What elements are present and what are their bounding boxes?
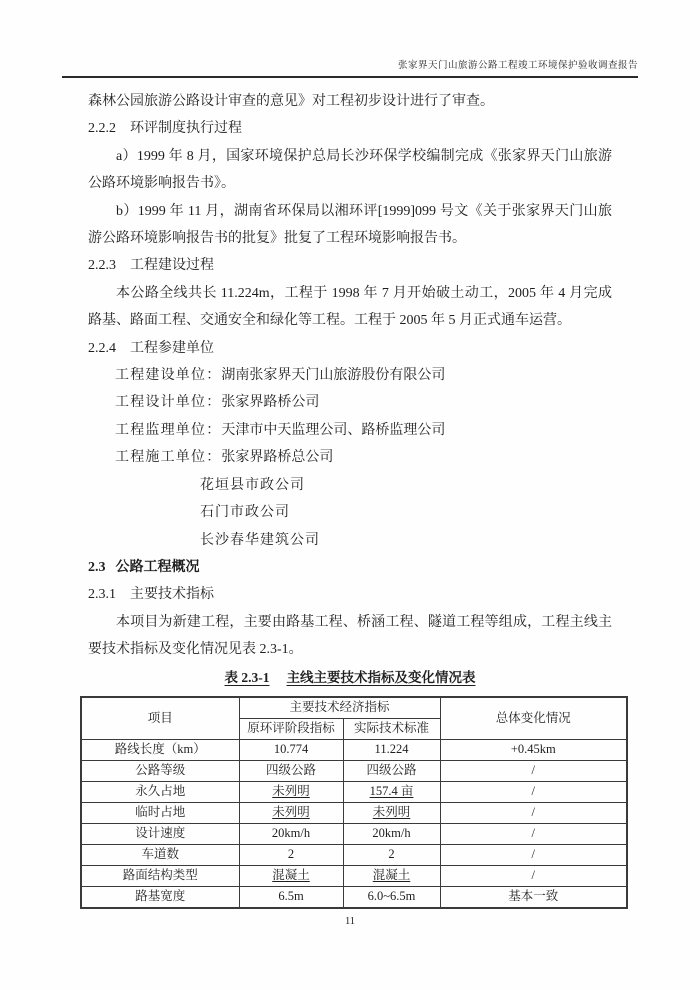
cell-eia: 2 (239, 844, 343, 865)
header-title: 张家界天门山旅游公路工程竣工环境保护验收调查报告 (397, 61, 638, 71)
paragraph-item-a: a）1999 年 8 月，国家环境保护总局长沙环保学校编制完成《张家界天门山旅游公路环境影响报告书》。 (88, 148, 612, 192)
unit-label: 工程施工单位： (115, 450, 222, 466)
unit-label: 工程建设单位： (115, 368, 222, 384)
section-heading-2-2-2 (88, 115, 612, 142)
cell-actual: 混凝土 (343, 865, 440, 886)
table-row (81, 865, 627, 886)
col-header-group: 主要技术经济指标 (239, 697, 440, 719)
table-caption-text (225, 670, 476, 685)
cell-change: 基本一致 (440, 886, 627, 908)
cell-item: 路线长度（km） (81, 739, 239, 760)
cell-eia: 四级公路 (239, 760, 343, 781)
tech-indicators-table (80, 696, 628, 909)
col-header-actual: 实际技术标准 (343, 718, 440, 739)
paragraph-item-b: b）1999 年 11 月，湖南省环保局以湘环评[1999]099 号文《关于张家界天门山旅游公路环境影响报告书的批复》批复了工程环境影响报告书。 (88, 203, 612, 247)
cell-change: / (440, 823, 627, 844)
unit-extra-line: 石门市政公司 (200, 505, 290, 521)
cell-actual: 20km/h (343, 823, 440, 844)
section-title: 工程建设过程 (130, 258, 214, 274)
cell-actual: 2 (343, 844, 440, 865)
cell-eia: 未列明 (239, 802, 343, 823)
paragraph-construction-process: 本公路全线共长 11.224m，工程于 1998 年 7 月开始破土动工，2005 年 4 月完成路基、路面工程、交通安全和绿化等工程。工程于 2005 年 5 月正式通车运营。 (88, 285, 612, 329)
unit-line-construction (88, 362, 612, 389)
section-number: 2.2.3 (88, 258, 116, 274)
cell-actual: 四级公路 (343, 760, 440, 781)
page-number: 11 (344, 916, 356, 927)
cell-change: / (440, 760, 627, 781)
cell-eia: 混凝土 (239, 865, 343, 886)
cell-item: 临时占地 (81, 802, 239, 823)
cell-change: / (440, 844, 627, 865)
table-caption (88, 664, 612, 691)
cell-eia: 未列明 (239, 781, 343, 802)
section-title: 工程参建单位 (130, 340, 214, 356)
cell-item: 车道数 (81, 844, 239, 865)
unit-line-design (88, 389, 612, 416)
section-title: 环评制度执行过程 (130, 121, 242, 137)
section-title: 主要技术指标 (130, 587, 214, 603)
table-caption-number: 表 2.3-1 (224, 669, 270, 685)
document-body (88, 88, 612, 909)
cell-item: 永久占地 (81, 781, 239, 802)
paragraph-continuation: 森林公园旅游公路设计审查的意见》对工程初步设计进行了审查。 (88, 94, 494, 109)
unit-value: 张家界路桥公司 (221, 395, 320, 411)
unit-value: 张家界路桥总公司 (221, 450, 334, 466)
cell-eia: 10.774 (239, 739, 343, 760)
cell-item: 公路等级 (81, 760, 239, 781)
section-number: 2.3.1 (88, 587, 116, 603)
unit-value: 天津市中天监理公司、路桥监理公司 (221, 422, 446, 438)
page-header (62, 0, 638, 78)
page-footer (0, 916, 700, 927)
unit-extra-line: 长沙春华建筑公司 (200, 532, 320, 548)
unit-value: 湖南张家界天门山旅游股份有限公司 (221, 368, 446, 384)
section-number: 2.2.2 (88, 121, 116, 137)
table-row (81, 760, 627, 781)
unit-line-supervision (88, 417, 612, 444)
cell-item: 路基宽度 (81, 886, 239, 908)
table-row (81, 823, 627, 844)
section-title: 公路工程概况 (115, 559, 200, 575)
paragraph-technical-indicators: 本项目为新建工程，主要由路基工程、桥涵工程、隧道工程等组成，工程主线主要技术指标及变化情况见表 2.3-1。 (88, 614, 612, 658)
table-caption-title: 主线主要技术指标及变化情况表 (286, 669, 476, 685)
cell-actual: 未列明 (343, 802, 440, 823)
unit-extra-line: 花垣县市政公司 (200, 477, 305, 493)
table-row (81, 844, 627, 865)
unit-label: 工程监理单位： (115, 422, 222, 438)
cell-item: 设计速度 (81, 823, 239, 844)
section-heading-2-3-1 (88, 581, 612, 608)
col-header-change: 总体变化情况 (440, 697, 627, 740)
header-rule (62, 76, 638, 78)
section-number: 2.3 (88, 559, 106, 575)
col-header-item: 项目 (81, 697, 239, 740)
cell-actual: 11.224 (343, 739, 440, 760)
cell-actual: 6.0~6.5m (343, 886, 440, 908)
table-row (81, 781, 627, 802)
cell-actual: 157.4 亩 (343, 781, 440, 802)
col-header-eia: 原环评阶段指标 (239, 718, 343, 739)
table-row (81, 802, 627, 823)
section-heading-2-2-3 (88, 252, 612, 279)
section-heading-2-3 (88, 554, 612, 581)
cell-change: +0.45km (440, 739, 627, 760)
table-row (81, 886, 627, 908)
cell-change: / (440, 865, 627, 886)
cell-change: / (440, 802, 627, 823)
unit-label: 工程设计单位： (115, 395, 222, 411)
cell-item: 路面结构类型 (81, 865, 239, 886)
cell-eia: 20km/h (239, 823, 343, 844)
table-row (81, 739, 627, 760)
unit-line-contractor (88, 444, 612, 471)
section-heading-2-2-4 (88, 335, 612, 362)
cell-change: / (440, 781, 627, 802)
table-header-row-1 (81, 697, 627, 719)
section-number: 2.2.4 (88, 340, 116, 356)
cell-eia: 6.5m (239, 886, 343, 908)
